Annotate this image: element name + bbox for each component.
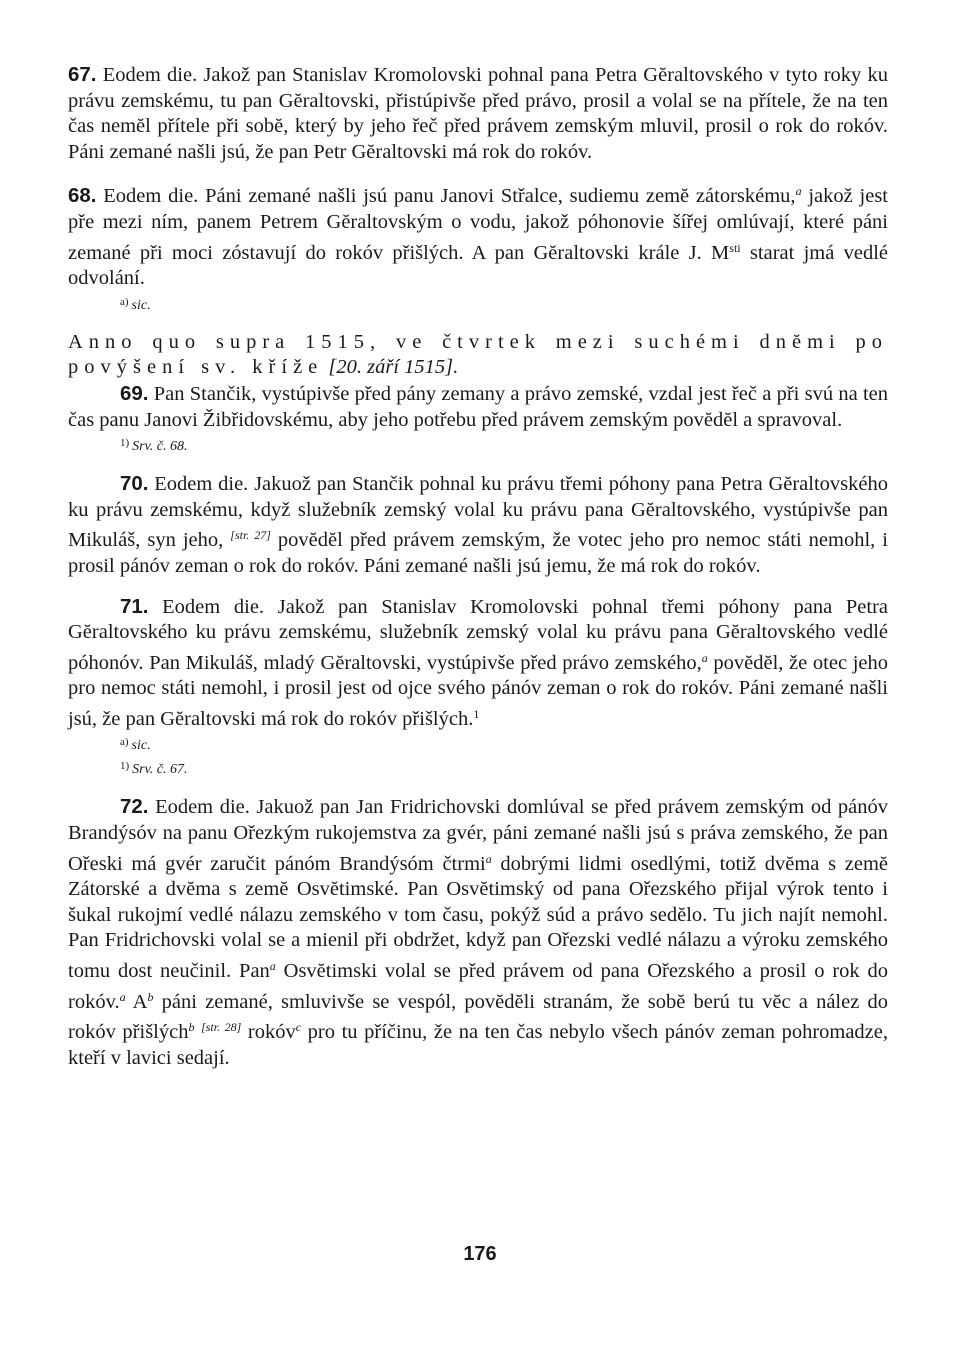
paragraph-68 bbox=[68, 179, 888, 291]
paragraph-text: rokóv bbox=[241, 1021, 296, 1044]
footnote-text: Srv. č. 68. bbox=[132, 439, 188, 455]
dateline-text: Anno quo supra 1515, ve čtvrtek mezi suchémi dnĕmi po povýšení sv. kříže bbox=[68, 330, 888, 379]
entry-number: 71. bbox=[120, 594, 149, 618]
page-number: 176 bbox=[463, 1243, 497, 1265]
entry-number: 68. bbox=[68, 184, 97, 208]
paragraph-text: jakož jest pře mezi ním, panem Petrem Gĕraltovským o vodu, jakož póhonovie šířej omlúvají, které páni zemané při moci zóstavují do rokóv přišlých. A pan Gĕraltovski krále J. M bbox=[68, 185, 888, 264]
paragraph-text: pro tu příčinu, že na ten čas nebylo všech pánóv zeman pohromadze, kteří v lavici sedají. bbox=[68, 1021, 889, 1069]
footnote-marker: 1) bbox=[120, 760, 130, 773]
entry-number: 72. bbox=[120, 795, 149, 819]
paragraph-text: Osvĕtimski volal se před právem od pana Ořezského a prosil o rok do rokóv. bbox=[68, 960, 888, 1013]
footnote-marker: a bbox=[485, 851, 492, 866]
entry-number: 70. bbox=[120, 472, 149, 496]
paragraph-67 bbox=[68, 62, 888, 165]
paragraph-71 bbox=[68, 594, 888, 733]
page-reference: [str. 27] bbox=[230, 528, 271, 543]
footnote-marker: 1 bbox=[473, 706, 480, 721]
superscript: sti bbox=[729, 240, 741, 255]
footnote-marker: a bbox=[701, 650, 708, 665]
paragraph-text: Eodem die. Jakož pan Stanislav Kromolovski pohnal třemi póhony pana Petra Gĕraltovského ku právu zemskému, služebník zemský volal ku právu pana Gĕraltovského vedlé póhonóv. Pan Mikuláš, mladý Gĕraltovski, vystúpivše před právo zemského, bbox=[68, 595, 888, 674]
paragraph-text: povĕdĕl před právem zemským, že votec jeho pro nemoc státi nemohl, i prosil pánóv zeman o rok do rokóv. Páni zemané našli jsú jemu, že má rok do rokóv. bbox=[68, 529, 889, 577]
page-body bbox=[68, 62, 888, 1071]
footnote bbox=[120, 292, 888, 316]
footnote bbox=[120, 756, 888, 780]
paragraph-text: Eodem die. Jakuož pan Jan Fridrichovski domlúval se před právem zemským od pánóv Brandýsóv na panu Ořezkým rukojemstva za gvér, páni zemané našli jsú s práva zemského, že pan Ořeski má gvér zaručit pánóm Brandýsóm čtrmi bbox=[68, 796, 888, 875]
paragraph-69 bbox=[68, 381, 888, 433]
paragraph-text: Eodem die. Páni zemané našli jsú panu Janovi Střalce, sudiemu zemĕ zátorskému, bbox=[96, 185, 796, 208]
footnote-text: Srv. č. 67. bbox=[132, 762, 188, 778]
entry-number: 67. bbox=[68, 63, 97, 86]
footnote-marker: a bbox=[269, 959, 276, 974]
entry-number: 69. bbox=[120, 381, 149, 405]
footnote-marker: a bbox=[795, 184, 802, 199]
footnote-marker: c bbox=[295, 1020, 302, 1035]
footnote-text: sic. bbox=[131, 738, 151, 754]
footnote-marker: 1) bbox=[120, 437, 130, 450]
footnote-marker: a) bbox=[120, 736, 129, 749]
footnote bbox=[120, 433, 888, 457]
paragraph-text: A bbox=[125, 990, 148, 1013]
paragraph-text: starat jmá vedlé odvolání. bbox=[68, 241, 889, 290]
footnote-marker: a bbox=[119, 989, 126, 1004]
paragraph-text: páni zemané, smluvivše se vespól, povĕdĕli stranám, že sobĕ berú tu vĕc a nález do rokóv přišlých bbox=[68, 990, 888, 1044]
paragraph-text: Pan Stančik, vystúpivše před pány zemany a právo zemské, vzdal jest řeč a při svú na ten čas panu Janovi Žibřidovskému, aby jeho potřebu před právem zemským povĕdĕl a spravoval. bbox=[68, 382, 888, 431]
page-reference: [str. 28] bbox=[201, 1020, 242, 1035]
dateline bbox=[68, 330, 888, 381]
paragraph-text: dobrými lidmi osedlými, totiž dvĕma s zemĕ Zátorské a dvĕma s zemĕ Osvĕtimské. Pan Osvĕtimský od pana Ořezského přijal výrok tento i šukal rukojmí vedlé nálazu zemského v tom času, pokýž súd a právo sedĕlo. Tu jich najít nemohl. Pan Fridrichovski volal se a mienil při obdržet, když pan Ořezski vedlé nálazu a výroku zemského tomu dost neučinil. Pan bbox=[68, 852, 889, 983]
footnote-marker: b bbox=[188, 1020, 195, 1035]
footnote-marker: b bbox=[147, 989, 154, 1004]
footnote-marker: a) bbox=[120, 295, 129, 308]
paragraph-text: povĕdĕl, že otec jeho pro nemoc státi nemohl, i prosil jest od ojce svého pánóv zeman o rok do rokóv. Páni zemané našli jsú, že pan Gĕraltovski má rok do rokóv přišlých. bbox=[68, 651, 888, 730]
paragraph-70 bbox=[68, 471, 888, 579]
footnote-text: sic. bbox=[131, 297, 151, 313]
paragraph-text: Eodem die. Jakož pan Stanislav Kromolovski pohnal pana Petra Gĕraltovského v tyto roky ku právu zemskému, tu pan Gĕraltovski, přistúpivše před právo, prosil a volal se na přítele, že na ten čas nemĕl přítele při sobĕ, který by jeho řeč před právem zemským mluvil, prosil o rok do rokóv. Páni zemané našli jsú, že pan Petr Gĕraltovski má rok do rokóv. bbox=[68, 64, 888, 163]
dateline-date: [20. září 1515]. bbox=[323, 356, 459, 379]
paragraph-text: Eodem die. Jakuož pan Stančik pohnal ku právu třemi póhony pana Petra Gĕraltovského ku právu zemskému, když služebník zemský volal ku právu pana Gĕraltovského, vystúpivše pan Mikuláš, syn jeho, bbox=[68, 473, 888, 552]
paragraph-72 bbox=[68, 794, 888, 1071]
footnote bbox=[120, 732, 888, 756]
